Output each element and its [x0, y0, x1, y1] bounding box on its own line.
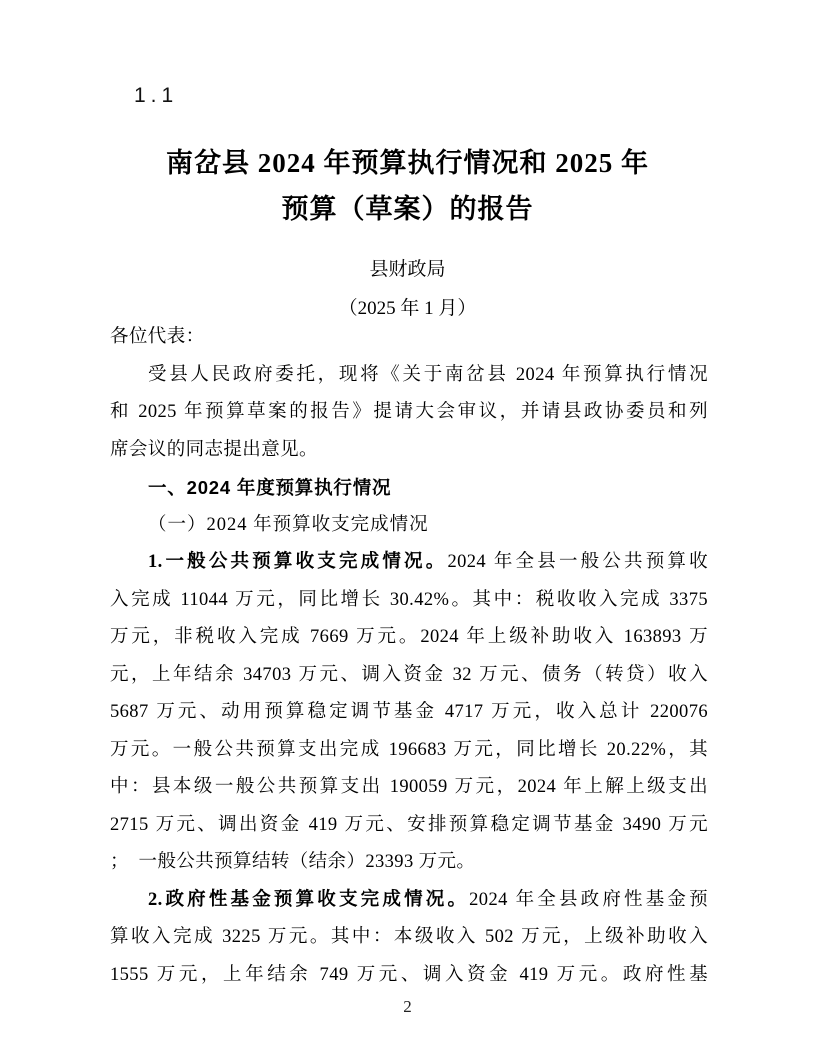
text-run: 入完成 11044 万元，同比增长 30.42%。其中：税收收入完成 3375: [110, 589, 708, 610]
title-line-1: 南岔县 2024 年预算执行情况和 2025 年: [166, 148, 649, 178]
paragraph-general-public-budget: [110, 544, 708, 882]
text-run: 2715 万元、调出资金 419 万元、安排预算稳定调节基金 3490 万元: [110, 814, 708, 835]
paragraph-general-public-budget-line: [110, 657, 708, 695]
heading-subsection-one: [110, 507, 708, 545]
text-run: 5687 万元、动用预算稳定调节基金 4717 万元，收入总计 220076: [110, 702, 708, 722]
text-run: 万元，非税收入完成 7669 万元。2024 年上级补助收入 163893 万: [110, 627, 708, 647]
corner-marker: 1.1: [134, 84, 179, 107]
text-run: 万元。一般公共预算支出完成 196683 万元，同比增长 20.22%，其: [110, 739, 708, 760]
document-title: [0, 140, 815, 232]
paragraph-general-public-budget-line: [110, 807, 708, 845]
paragraph-government-funds-budget-line: [110, 882, 708, 920]
author-line: 县财政局: [369, 259, 446, 280]
text-run: 各位代表：: [110, 327, 205, 347]
paragraph-government-funds-budget-line: [110, 957, 708, 995]
paragraph-intro: [110, 357, 708, 470]
paragraph-intro-line: [110, 357, 708, 395]
paragraph-intro-line: [110, 432, 708, 470]
heading-section-one-line: [110, 469, 708, 507]
salutation: [110, 319, 708, 357]
date-line: （2025 年 1 月）: [338, 298, 477, 319]
paragraph-general-public-budget-line: [110, 582, 708, 620]
paragraph-intro-line: [110, 394, 708, 432]
heading-section-one: [110, 469, 708, 507]
paragraph-general-public-budget-line: [110, 544, 708, 582]
text-run: 2024 年全县政府性基金预: [469, 889, 709, 910]
paragraph-general-public-budget-line: [110, 732, 708, 770]
paragraph-general-public-budget-line: [110, 694, 708, 732]
paragraph-general-public-budget-line: [110, 619, 708, 657]
document-body: [110, 319, 708, 994]
text-run: 受县人民政府委托，现将《关于南岔县 2024 年预算执行情况: [148, 364, 708, 385]
text-run: 算收入完成 3225 万元。其中：本级收入 502 万元，上级补助收入: [110, 927, 708, 947]
paragraph-general-public-budget-line: [110, 844, 708, 882]
salutation-line: [110, 319, 708, 357]
text-run: 2024 年全县一般公共预算收: [447, 552, 708, 572]
paragraph-government-funds-budget: [110, 882, 708, 995]
text-run: 1555 万元，上年结余 749 万元、调入资金 419 万元。政府性基: [110, 964, 708, 985]
text-run: 元，上年结余 34703 万元、调入资金 32 万元、债务（转贷）收入: [110, 664, 708, 685]
text-run: ； 一般公共预算结转（结余）23393 万元。: [110, 852, 476, 872]
heading-subsection-one-line: [110, 507, 708, 545]
page-number: 2: [403, 997, 412, 1016]
paragraph-general-public-budget-line: [110, 769, 708, 807]
text-run: 和 2025 年预算草案的报告》提请大会审议，并请县政协委员和列: [110, 402, 708, 422]
title-line-2: 预算（草案）的报告: [281, 194, 534, 224]
text-run: 中：县本级一般公共预算支出 190059 万元，2024 年上解上级支出: [110, 777, 708, 797]
text-run: 席会议的同志提出意见。: [110, 439, 318, 460]
bold-text-run: 一、2024 年度预算执行情况: [148, 477, 392, 498]
bold-text-run: 1.一般公共预算收支完成情况。: [148, 552, 448, 572]
bold-text-run: 2.政府性基金预算收支完成情况。: [148, 889, 470, 910]
text-run: （一）2024 年预算收支完成情况: [148, 514, 429, 535]
paragraph-government-funds-budget-line: [110, 919, 708, 957]
